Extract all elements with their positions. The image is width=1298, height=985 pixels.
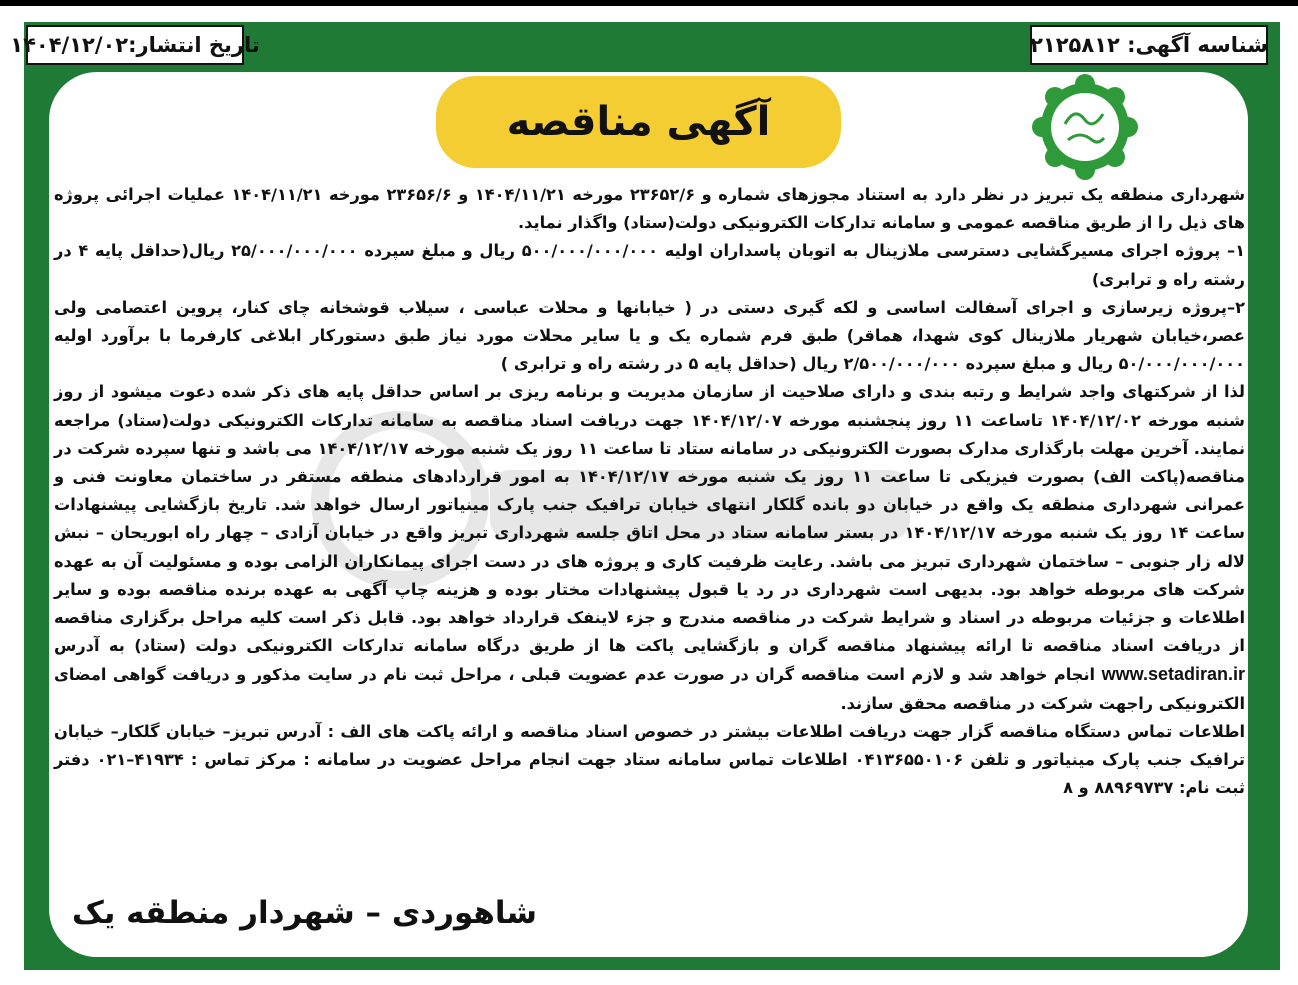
main-paragraph: [54, 378, 1245, 717]
text-run: می باشد و تنها سپرده شرکت در مناقصه(پاکت الف) بصورت فیزیکی تا: [54, 438, 1245, 487]
top-border: [0, 0, 1298, 6]
opening-date: تاریخ بازگشایی پیشنهادات ساعت ۱۴ روز یک شنبه مورخه ۱۴۰۴/۱۲/۱۷: [54, 495, 1245, 543]
mayor-signature: شاهوردی – شهردار منطقه یک: [72, 895, 538, 931]
text-run: لذا از شرکتهای واجد شرایط و رتبه بندی و دارای صلاحیت از سازمان مدیریت و برنامه ریزی بر اساس حداقل پایه های ذکر شده دعوت میشود از: [82, 382, 1245, 402]
accept-word: قبول: [687, 579, 730, 599]
text-run: انجام خواهد شد و لازم است مناقصه گران در صورت عدم عضویت قبلی ، مراحل ثبت نام در سایت مذکور و دریافت گواهی امضای الکترونیکی راجهت شرکت در مناقصه محقق سازند.: [54, 665, 1245, 713]
ad-id-box: شناسه آگهی: ۲۱۲۵۸۱۲: [1030, 25, 1268, 65]
contact-paragraph: اطلاعات تماس دستگاه مناقصه گزار جهت دریافت اطلاعات بیشتر در خصوص اسناد مناقصه و ارائه پاکت های الف : آدرس تبریز– خیابان گلکار– خیابان ترافیک جنب پارک مینیاتور و تلفن ۰۴۱۳۶۵۵۰۱۰۶ اطلاعات تماس سامانه ستاد جهت انجام مراحل عضویت در سامانه : مرکز تماس : ۴۱۹۳۴–۰۲۱ دفتر ثبت نام: ۸۸۹۶۹۷۳۷ و ۸: [54, 721, 1245, 798]
setad-website-link[interactable]: www.setadiran.ir: [1101, 664, 1245, 685]
intro-text: در نظر دارد به استناد مجوزهای شماره و ۲۳۶۵۲/۶ مورخه ۱۴۰۴/۱۱/۲۱ و ۲۳۶۵۶/۶ مورخه ۱۴۰۴/۱۱/۲۱ عملیات اجرائی پروژه های ذیل را از طریق مناقصه عمومی و سامانه تدارکات الکترونیکی دولت(ستاد) واگذار نماید.: [54, 185, 1245, 233]
text-run: در بستر سامانه ستاد در محل اتاق جلسه شهرداری تبریز واقع در خیابان آزادی – چهار راه ابوریحان – نبش لاله زار جنوبی – ساختمان شهرداری تبریز می باشد. رعایت ظرفیت کاری و پروژه های در دست اجرای پیمانکاران الزامی بوده و مسئولیت آن به عهده شرکت های مربوطه خواهد بود. بدیهی است شهرداری در: [54, 523, 1245, 599]
notice-body: [54, 181, 1245, 802]
publish-date-box: تاریخ انتشار:۱۴۰۴/۱۲/۰۲: [26, 25, 244, 65]
print-cost-note: هزینه چاپ آگهی به عهده برنده مناقصه بوده: [117, 579, 480, 599]
text-run: و سایر اطلاعات و جزئیات مربوطه در اسناد و شرایط شرکت در مناقصه مندرج و جزء لاینفک قرارداد خواهد بود. قابل ذکر است کلیه مراحل برگزاری مناقصه از دریافت اسناد مناقصه تا ارائه پیشنهاد مناقصه گران و بازگشایی پاکت ها از طریق درگاه سامانه تدارکات الکترونیکی دولت (ستاد) به آدرس: [54, 579, 1245, 656]
reject-word: رد: [756, 579, 774, 599]
intro-paragraph: [54, 181, 1245, 237]
project-2: ۲–پروژه زیرسازی و اجرای آسفالت اساسی و لکه گیری دستی در ( خیابانها و محلات عباسی ، سیلاب قوشخانه چای کنار، پروین اعتصامی ولی عصر،خیابان شهریار ملازینال کوی شهدا، هماقر) طبق فرم شماره یک و یا سایر محلات مورد نیاز طبق دستورکار ابلاغی کارفرما با برآورد اولیه ۵۰/۰۰۰/۰۰۰/۰۰۰ ریال و مبلغ سپرده ۲/۵۰۰/۰۰۰/۰۰۰ ریال (حداقل پایه ۵ در رشته راه و ترابری ): [54, 297, 1245, 374]
doc-receipt-date: روز شنبه مورخه ۱۴۰۴/۱۲/۰۲ تاساعت ۱۱ روز پنجشنبه مورخه ۱۴۰۴/۱۲/۰۷: [54, 382, 1245, 430]
setad-system-name: سامانه تدارکات الکترونیکی دولت(ستاد): [117, 410, 435, 430]
text-run: یا: [729, 579, 757, 599]
text-run: پیشنهادات مختار بوده و: [479, 579, 688, 599]
text-run: به امور قراردادهای منطقه مستقر در ساختمان معاونت فنی و عمرانی شهرداری منطقه یک واقع در خیابان دو بانده گلکار انتهای خیابان ترافیک جنب پارک مینیاتور ارسال خواهد شد.: [54, 467, 1245, 515]
upload-deadline: ساعت ۱۱ روز یک شنبه مورخه ۱۴۰۴/۱۲/۱۷: [317, 438, 654, 458]
tabriz-municipality-logo-icon: [1030, 72, 1140, 182]
text-run: جهت دریافت اسناد مناقصه به: [434, 410, 692, 430]
notice-title: آگهی مناقصه: [436, 76, 841, 168]
deposit-deadline: ساعت ۱۱ روز یک شنبه مورخه ۱۴۰۴/۱۲/۱۷: [578, 467, 931, 487]
organization-name: شهرداری منطقه یک تبریز: [1035, 185, 1246, 204]
project-1: ۱– پروژه اجرای مسیرگشایی دسترسی ملازینال به اتوبان پاسداران اولیه ۵۰۰/۰۰۰/۰۰۰/۰۰۰ ریال و مبلغ سپرده ۲۵/۰۰۰/۰۰۰/۰۰۰ ریال(حداقل پایه ۴ در رشته راه و ترابری): [54, 241, 1245, 289]
text-run: مراجعه نمایند. آخرین مهلت بارگذاری مدارک بصورت الکترونیکی در سامانه ستاد تا: [54, 410, 1245, 458]
